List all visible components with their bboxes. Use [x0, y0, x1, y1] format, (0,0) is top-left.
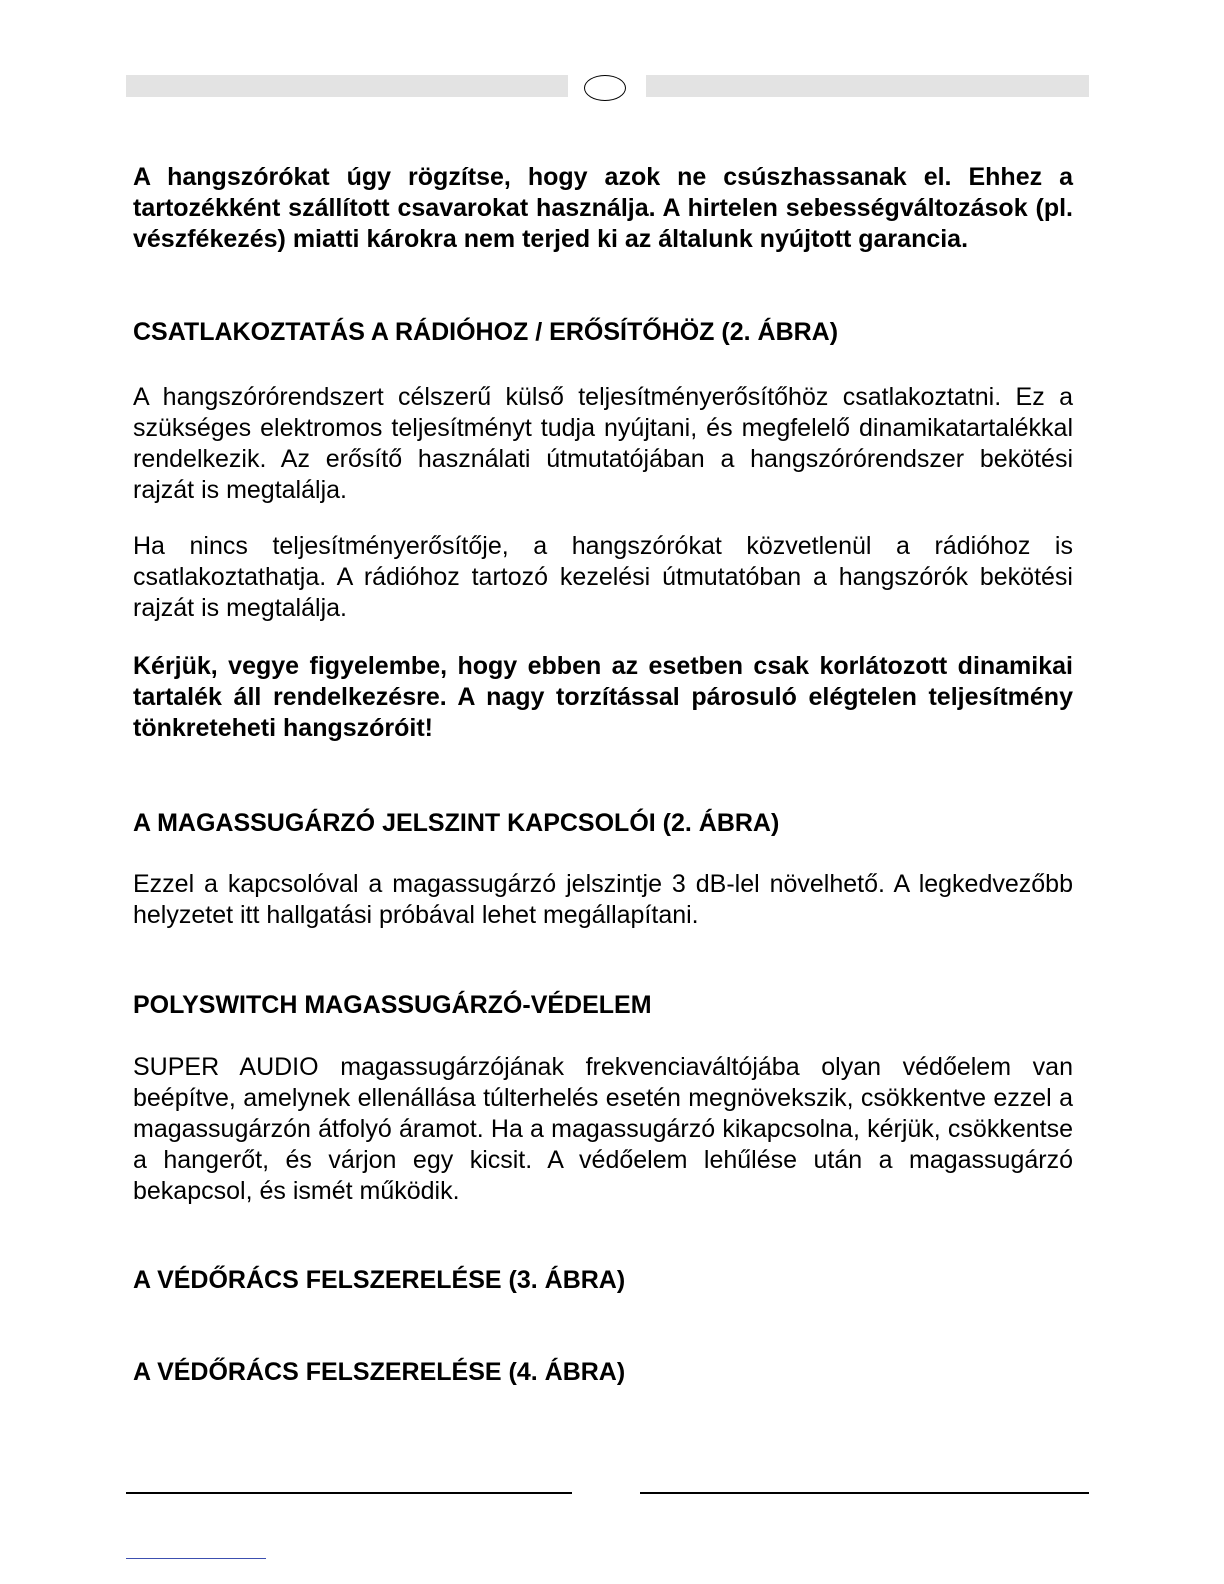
connection-paragraph-1: A hangszórórendszert célszerű külső teljesítményerősítőhöz csatlakoztatni. Ez a szükséges elektromos teljesítményt tudja nyújtani, és megfelelő dinamikatartalékkal rendelkezik. Az erősítő használati útmutatójában a hangszórórendszer bekötési rajzát is megtalálja. — [133, 383, 1073, 504]
section-heading-tweeter-level: A MAGASSUGÁRZÓ JELSZINT KAPCSOLÓI (2. ÁBRA) — [133, 809, 780, 837]
bottom-rule-mark — [126, 1558, 266, 1559]
section-heading-grille-4: A VÉDŐRÁCS FELSZERELÉSE (4. ÁBRA) — [133, 1358, 626, 1386]
footer-rule-left — [126, 1492, 572, 1494]
footer-rule-right — [640, 1492, 1089, 1494]
header-oval-icon — [584, 75, 626, 101]
connection-paragraph-2: Ha nincs teljesítményerősítője, a hangszórókat közvetlenül a rádióhoz is csatlakoztathatja. A rádióhoz tartozó kezelési útmutatóban a hangszórók bekötési rajzát is megtalálja. — [133, 532, 1073, 622]
tweeter-level-paragraph: Ezzel a kapcsolóval a magassugárzó jelszintje 3 dB-lel növelhető. A legkedvezőbb helyzetet itt hallgatási próbával lehet megállapítani. — [133, 870, 1073, 929]
header-bar-right — [646, 75, 1089, 97]
section-heading-grille-3: A VÉDŐRÁCS FELSZERELÉSE (3. ÁBRA) — [133, 1266, 626, 1294]
polyswitch-paragraph: SUPER AUDIO magassugárzójának frekvenciaváltójába olyan védőelem van beépítve, amelynek ellenállása túlterhelés esetén megnövekszik, csökkentve ezzel a magassugárzón átfolyó áramot. Ha a magassugárzó kikapcsolna, kérjük, csökkentse a hangerőt, és várjon egy kicsit. A védőelem lehűlése után a magassugárzó bekapcsol, és ismét működik. — [133, 1053, 1073, 1205]
section-heading-polyswitch: POLYSWITCH MAGASSUGÁRZÓ-VÉDELEM — [133, 991, 652, 1019]
section-heading-connection: CSATLAKOZTATÁS A RÁDIÓHOZ / ERŐSÍTŐHÖZ (2. ÁBRA) — [133, 318, 839, 346]
intro-paragraph: A hangszórókat úgy rögzítse, hogy azok ne csúszhassanak el. Ehhez a tartozékként szállított csavarokat használja. A hirtelen sebességváltozások (pl. vészfékezés) miatti károkra nem terjed ki az általunk nyújtott garancia. — [133, 163, 1073, 253]
connection-warning: Kérjük, vegye figyelembe, hogy ebben az esetben csak korlátozott dinamikai tartalék áll rendelkezésre. A nagy torzítással párosuló elégtelen teljesítmény tönkreteheti hangszóróit! — [133, 652, 1073, 742]
header-bar-left — [126, 75, 568, 97]
